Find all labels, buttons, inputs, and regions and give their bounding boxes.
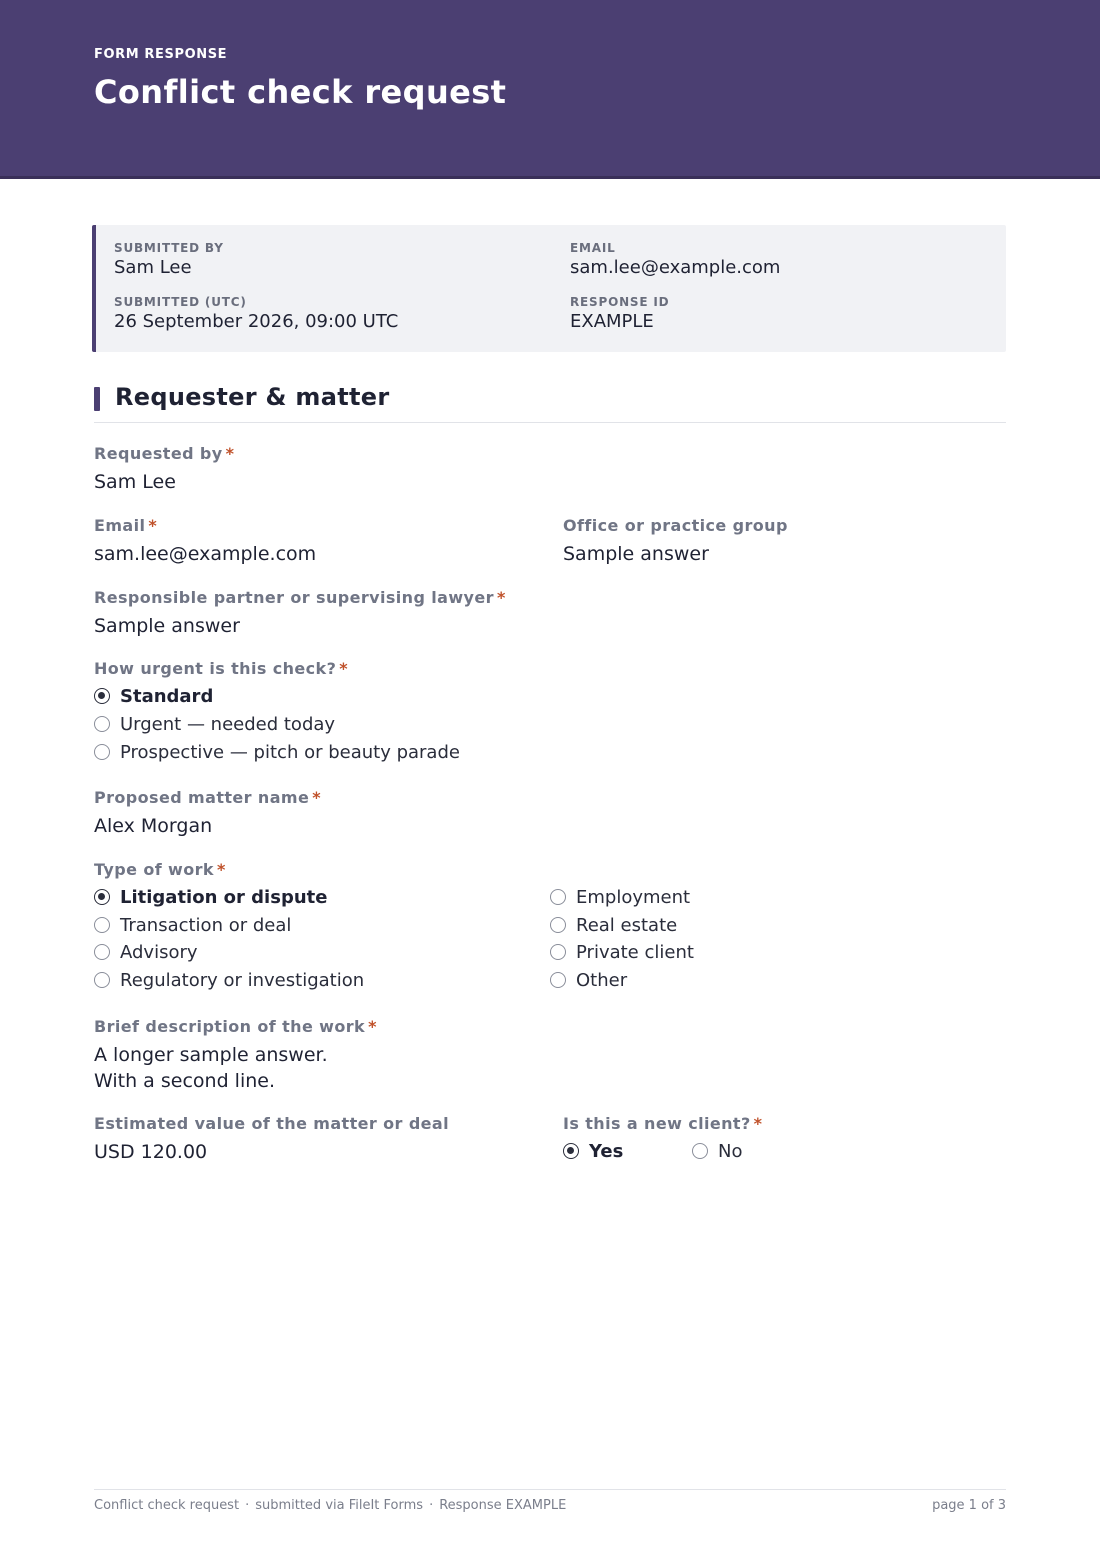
field-label: Brief description of the work * [94, 1017, 377, 1036]
field-new-client [563, 1114, 762, 1133]
radio-empty-icon [94, 917, 110, 933]
meta-submitted-utc-label: SUBMITTED (UTC) [114, 295, 247, 309]
field-value: Sample answer [94, 615, 240, 637]
meta-submitted-by-value: Sam Lee [114, 257, 192, 278]
radio-empty-icon [692, 1143, 708, 1159]
section-accent-bar [94, 387, 100, 411]
field-label: How urgent is this check? * [94, 659, 349, 678]
header-eyebrow: FORM RESPONSE [94, 47, 228, 62]
required-marker: * [148, 516, 158, 535]
footer-separator: · [429, 1498, 434, 1513]
form-header [0, 0, 1100, 179]
footer-divider [94, 1489, 1006, 1490]
field-label: Type of work * [94, 860, 226, 879]
work-option-employment: Employment [550, 884, 690, 910]
urgency-option-urgent: Urgent — needed today [94, 711, 335, 737]
field-value: Alex Morgan [94, 815, 213, 837]
page-number: page 1 of 3 [932, 1498, 1006, 1513]
field-email [94, 516, 316, 567]
field-value: Sam Lee [94, 471, 176, 493]
radio-empty-icon [550, 917, 566, 933]
field-label: Responsible partner or supervising lawyer * [94, 588, 506, 607]
field-value-line-2: With a second line. [94, 1070, 275, 1092]
required-marker: * [753, 1114, 763, 1133]
work-option-other: Other [550, 967, 627, 993]
required-marker: * [339, 659, 349, 678]
field-label: Estimated value of the matter or deal [94, 1114, 450, 1133]
work-option-regulatory: Regulatory or investigation [94, 967, 364, 993]
field-value: sam.lee@example.com [94, 543, 317, 565]
field-value-line-1: A longer sample answer. [94, 1044, 328, 1066]
radio-empty-icon [94, 716, 110, 732]
radio-selected-icon [563, 1143, 579, 1159]
field-description [94, 1017, 377, 1094]
field-matter-name [94, 788, 321, 839]
meta-submitted-utc-value: 26 September 2026, 09:00 UTC [114, 311, 399, 332]
radio-empty-icon [550, 889, 566, 905]
field-label: Is this a new client? * [563, 1114, 763, 1133]
work-option-real-estate: Real estate [550, 912, 677, 938]
field-urgency [94, 659, 348, 678]
field-responsible-partner [94, 588, 506, 639]
footer-form-name: Conflict check request [94, 1498, 240, 1513]
work-option-transaction: Transaction or deal [94, 912, 291, 938]
field-requested-by [94, 444, 234, 495]
required-marker: * [216, 860, 226, 879]
radio-selected-icon [94, 889, 110, 905]
field-label: Proposed matter name * [94, 788, 322, 807]
meta-submitted-utc [114, 295, 398, 332]
radio-empty-icon [94, 972, 110, 988]
footer-via: submitted via FileIt Forms [255, 1498, 424, 1513]
section-title: Requester & matter [115, 383, 390, 411]
new-client-option-yes: Yes [563, 1138, 623, 1164]
footer-info [94, 1498, 566, 1513]
work-option-litigation: Litigation or dispute [94, 884, 327, 910]
field-office [563, 516, 788, 567]
required-marker: * [312, 788, 322, 807]
new-client-option-no: No [692, 1138, 742, 1164]
section-divider [94, 422, 1006, 423]
submission-meta-card [92, 225, 1006, 352]
meta-email [570, 241, 780, 278]
page-title: Conflict check request [94, 73, 507, 111]
footer-response: Response EXAMPLE [439, 1498, 567, 1513]
required-marker: * [225, 444, 235, 463]
required-marker: * [496, 588, 506, 607]
meta-response-id [570, 295, 669, 332]
meta-response-id-label: RESPONSE ID [570, 295, 670, 309]
field-value: USD 120.00 [94, 1141, 208, 1163]
radio-empty-icon [550, 972, 566, 988]
field-label: Office or practice group [563, 516, 788, 535]
radio-selected-icon [94, 688, 110, 704]
radio-empty-icon [94, 944, 110, 960]
meta-submitted-by-label: SUBMITTED BY [114, 241, 224, 255]
footer-separator: · [245, 1498, 250, 1513]
urgency-option-standard: Standard [94, 683, 213, 709]
radio-empty-icon [94, 744, 110, 760]
field-label: Requested by * [94, 444, 235, 463]
radio-empty-icon [550, 944, 566, 960]
meta-submitted-by [114, 241, 224, 278]
meta-email-value: sam.lee@example.com [570, 257, 781, 278]
urgency-option-prospective: Prospective — pitch or beauty parade [94, 739, 460, 765]
meta-email-label: EMAIL [570, 241, 616, 255]
meta-response-id-value: EXAMPLE [570, 311, 654, 332]
work-option-advisory: Advisory [94, 939, 198, 965]
field-label: Email * [94, 516, 158, 535]
required-marker: * [368, 1017, 377, 1036]
field-value: Sample answer [563, 543, 709, 565]
field-type-of-work [94, 860, 226, 879]
work-option-private-client: Private client [550, 939, 694, 965]
field-estimated-value [94, 1114, 449, 1165]
